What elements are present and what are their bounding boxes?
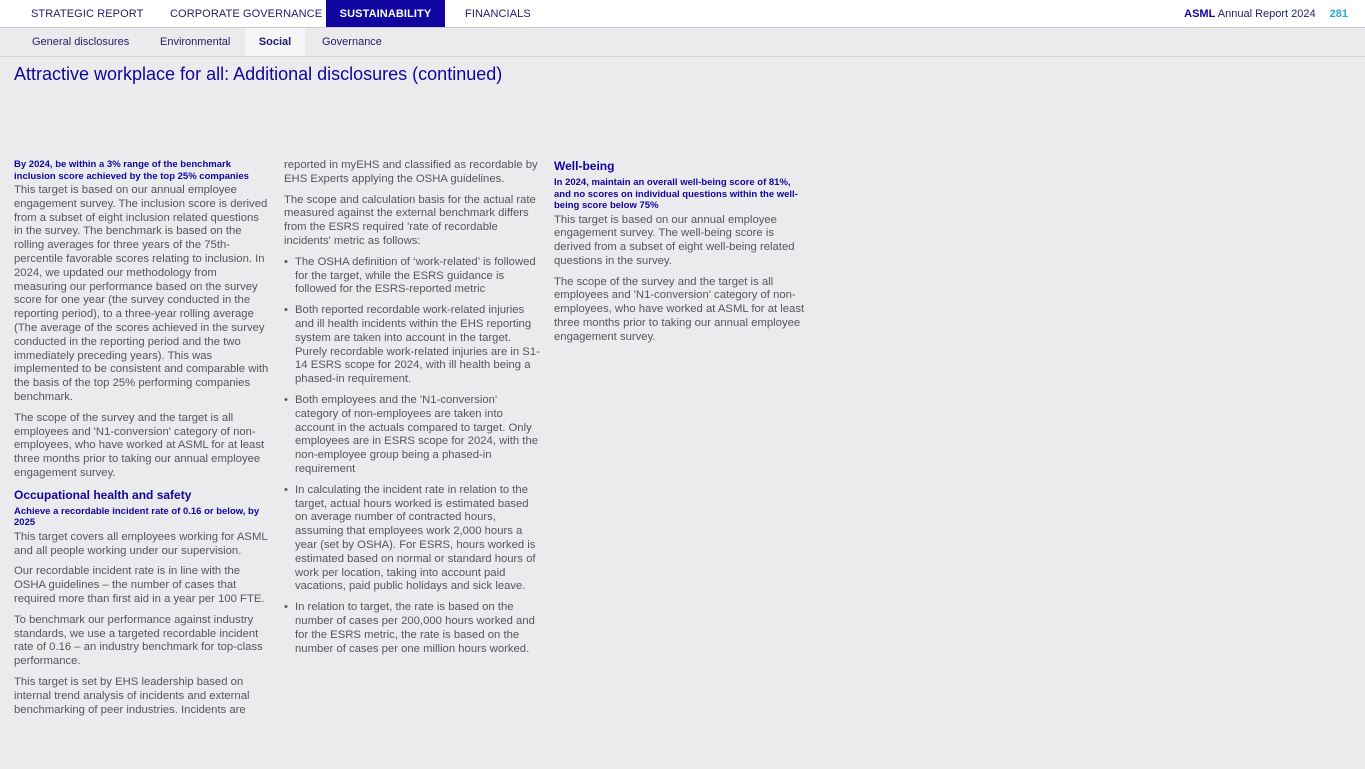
ohs-heading: Occupational health and safety <box>14 487 192 502</box>
list-item: • Both employees and the 'N1-conversion' category of non-employees are taken into account in the actuals compared to target. Only employees are in ESRS scope for 2024, with the non-employee group being a phased-in requirement <box>284 394 540 477</box>
list-item: • In calculating the incident rate in relation to the target, actual hours worked is estimated based on average number of contracted hours, assuming that employees work 2,000 hours a year (set by OSHA). For ESRS, hours worked is estimated based on normal or standard hours of work per location, taking into account paid vacations, paid public holidays and sick leave. <box>284 484 540 594</box>
brand-name: ASML <box>1184 8 1216 20</box>
tab-sustainability[interactable]: SUSTAINABILITY <box>326 0 445 27</box>
tab-corporate-governance[interactable]: CORPORATE GOVERNANCE <box>170 8 323 20</box>
ohs-paragraph-1: This target covers all employees working for ASML and all people working under our supervision. <box>14 530 268 557</box>
report-title: Annual Report 2024 <box>1215 8 1316 20</box>
ohs-paragraph-4: This target is set by EHS leadership based on internal trend analysis of incidents and external benchmarking of peer industries. Incidents are <box>14 675 250 716</box>
tab-financials[interactable]: FINANCIALS <box>465 8 531 20</box>
subtab-social[interactable]: Social <box>245 28 305 56</box>
column-middle <box>284 159 540 663</box>
inclusion-scope-paragraph: The scope of the survey and the target is all employees and 'N1-conversion' category of non-employees, who have worked at ASML for at least three months prior to taking our annual employee engagement survey. <box>14 411 265 479</box>
inclusion-paragraph: This target is based on our annual employee engagement survey. The inclusion score is derived from a subset of eight inclusion related questions in the survey. The benchmark is based on the rolling averages for three years of the 75th-percentile favorable scores relating to inclusion. In 2024, we updated our methodology from measuring our performance based on the survey score for one year (the survey conducted in the reporting period), to a three-year rolling average (The average of the scores achieved in the survey conducted in the reporting period and the two immediately preceding years). This was implemented to be consistent and comparable with the basis of the top 25% performing companies benchmark. <box>14 184 269 403</box>
list-item: • The OSHA definition of ‘work-related’ is followed for the target, while the ESRS guidance is followed for the ESRS-reported metric <box>284 256 540 297</box>
page-number: 281 <box>1329 8 1348 20</box>
subtab-general-disclosures[interactable]: General disclosures <box>32 36 130 48</box>
subtab-environmental[interactable]: Environmental <box>160 36 231 48</box>
ohs-paragraph-3: To benchmark our performance against industry standards, we use a targeted recordable incident rate of 0.16 – an industry benchmark for top-class performance. <box>14 613 263 668</box>
wellbeing-scope-paragraph: The scope of the survey and the target is all employees and 'N1-conversion' category of non-employees, who have worked at ASML for at least three months prior to taking our annual employee engagement survey. <box>554 275 805 343</box>
wellbeing-target: In 2024, maintain an overall well-being score of 81%, and no scores on individual questions within the well-being score below 75% <box>554 177 798 211</box>
ohs-target: Achieve a recordable incident rate of 0.16 or below, by 2025 <box>14 505 260 529</box>
scope-calculation-paragraph: The scope and calculation basis for the actual rate measured against the external benchmark differs from the ESRS required 'rate of recordable incidents' metric as follows: <box>284 193 536 247</box>
wellbeing-paragraph: This target is based on our annual employee engagement survey. The well-being score is derived from a subset of eight well-being related questions in the survey. <box>554 213 795 267</box>
tab-strategic-report[interactable]: STRATEGIC REPORT <box>31 8 144 20</box>
list-item: • Both reported recordable work-related injuries and ill health incidents within the EHS reporting system are taken into account in the target. Purely recordable work-related injuries are in S1-14 ESRS scope for 2024, with ill health being a phased-in requirement. <box>284 304 540 387</box>
page-title: Attractive workplace for all: Additional disclosures (continued) <box>14 64 503 84</box>
section-navigation <box>0 28 1365 57</box>
subtab-governance[interactable]: Governance <box>322 36 382 48</box>
list-item: • In relation to target, the rate is based on the number of cases per 200,000 hours worked and for the ESRS metric, the rate is based on the number of cases per one million hours worked. <box>284 601 540 656</box>
inclusion-target: By 2024, be within a 3% range of the benchmark inclusion score achieved by the top 25% companies <box>14 159 249 182</box>
differences-list <box>284 256 540 657</box>
wellbeing-heading: Well-being <box>554 159 615 173</box>
ohs-continued-paragraph: reported in myEHS and classified as recordable by EHS Experts applying the OSHA guidelines. <box>284 159 538 185</box>
column-right <box>554 159 810 352</box>
top-navigation <box>0 0 1365 28</box>
ohs-paragraph-2: Our recordable incident rate is in line with the OSHA guidelines – the number of cases that required more than first aid in a year per 100 FTE. <box>14 565 265 605</box>
report-brand <box>1184 0 1365 27</box>
column-left <box>14 159 270 724</box>
